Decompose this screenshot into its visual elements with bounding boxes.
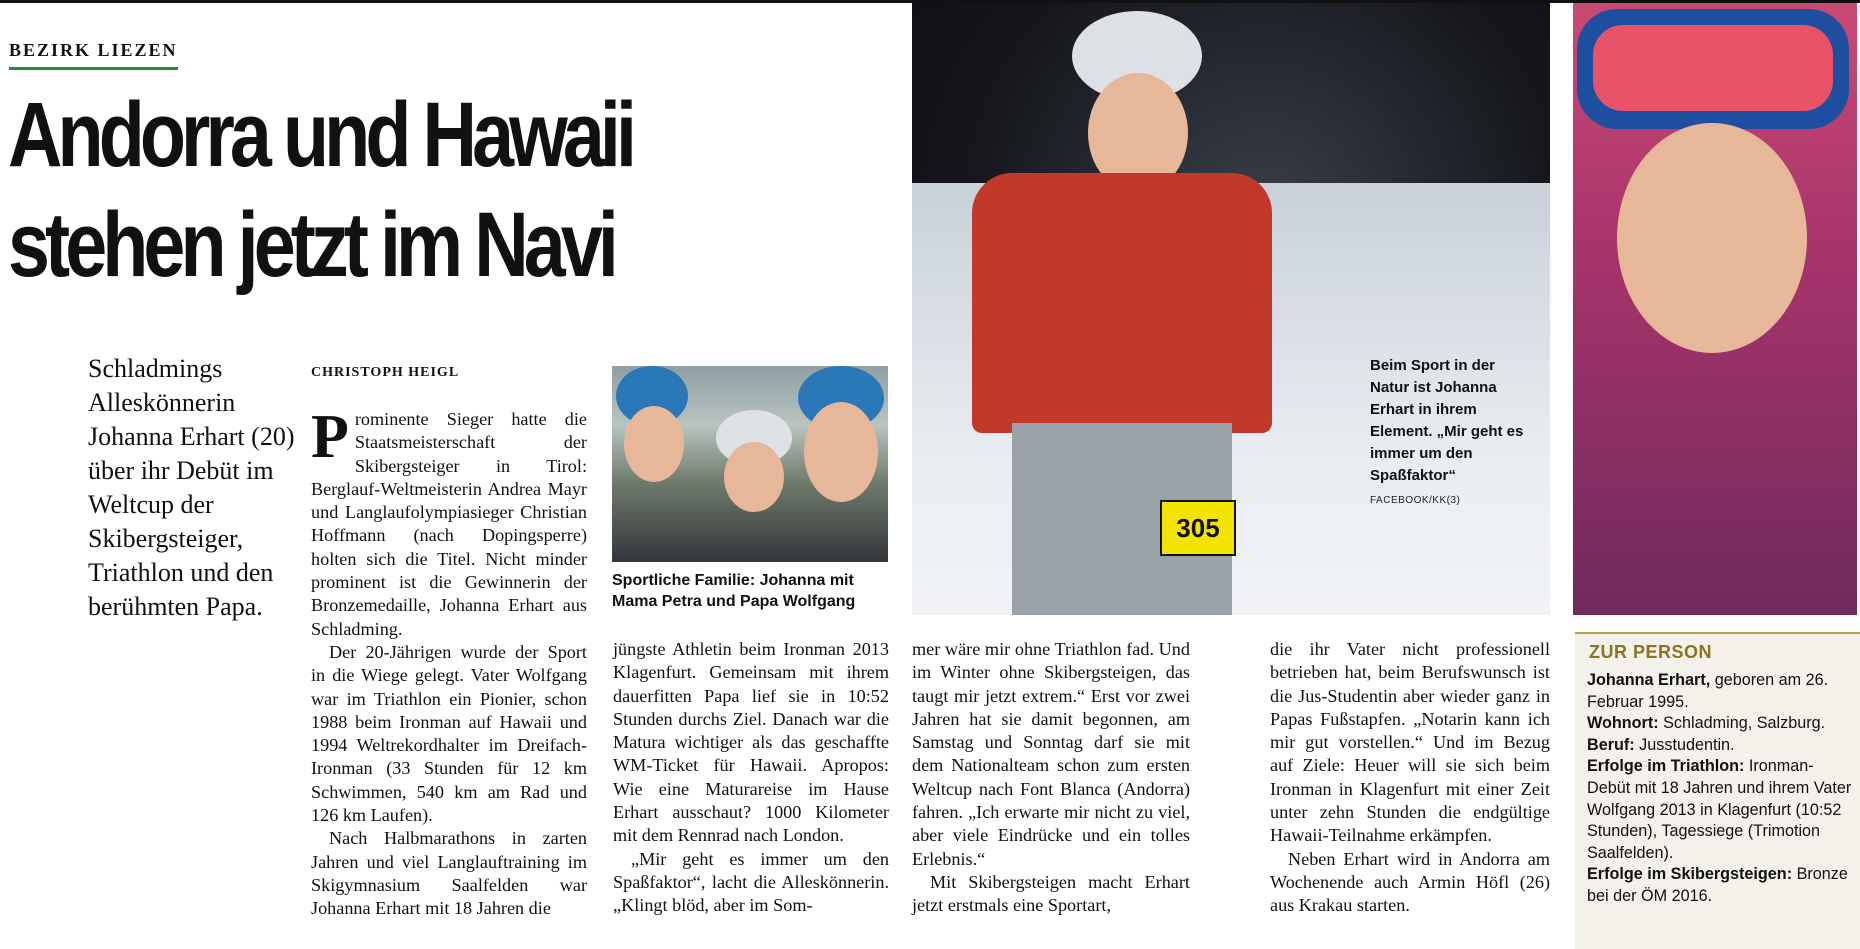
goggles-lens [1593,25,1833,111]
name-value: geboren am 26. Februar 1995. [1587,671,1829,711]
beruf-value: Jusstudentin. [1639,735,1735,754]
wohnort-label: Wohnort: [1587,714,1659,733]
body-paragraph-9: Neben Erhart wird in Andorra am Wochenende auch Armin Höfl (26) aus Krakau starten. [1270,848,1550,916]
portrait-face [1617,123,1807,353]
triathlon-label: Erfolge im Triathlon: [1587,757,1745,776]
body-paragraph-2: Der 20-Jährigen wurde der Sport in die Wiege gelegt. Vater Wolfgang war im Triathlon ein Pionier, schon 1988 beim Ironman auf Hawaii und 1994 Weltrekordhalter im Dreifach-Ironman (33 Stunden für 12 km Schwimmen, 540 km am Rad und 126 km Laufen). [311,641,587,826]
photo-credit: FACEBOOK/KK(3) [1370,495,1461,506]
dropcap: P [311,403,349,471]
daughter-face [724,442,784,512]
family-photo-caption: Sportliche Familie: Johanna mit Mama Petra und Papa Wolfgang [612,572,856,610]
beruf-label: Beruf: [1587,735,1635,754]
info-box-title: ZUR PERSON [1589,642,1713,662]
body-paragraph-8: die ihr Vater nicht professionell betrieben hat, beim Berufswunsch ist die Jus-Studentin aber wieder ganz in Papas Fußstapfen. „Notarin kann ich mir gut vorstellen.“ Und im Bezug auf Ziele: Heuer will sie sich beim Ironman in Klagenfurt mit einer Zeit unter zehn Stunden die endgültige Hawaii-Teilnahme erkämpfen. [1270,639,1550,846]
section-kicker: BEZIRK LIEZEN [9,40,178,70]
ski-label: Erfolge im Skibergsteigen: [1587,865,1793,884]
lead-paragraph: Schladmings Alleskönnerin Johanna Erhart (20) über ihr Debüt im Weltcup der Skibergsteiger, Triathlon und den berühmten Papa. [88,354,295,621]
body-paragraph-4: jüngste Athletin beim Ironman 2013 Klagenfurt. Gemeinsam mit ihrem dauerfitten Papa lief sie in 10:52 Stunden durchs Ziel. Danach war die Matura wichtiger als das geschaffte WM-Ticket für Hawaii. Apropos: Wie eine Maturareise im Hause Erhart ausschaut? 1000 Kilometer mit dem Rennrad nach London. [613,639,889,846]
article-column-3 [912,638,1190,918]
headline-line-2: stehen jetzt im Navi [8,194,614,296]
triathlon-value: Ironman-Debüt mit 18 Jahren und ihrem Vater Wolfgang 2013 in Klagenfurt (10:52 Stunden), Tagessiege (Trimotion Saalfelden). [1587,757,1852,862]
article-column-1 [311,403,587,921]
race-bib: 305 [1160,500,1236,556]
headline [8,80,746,300]
body-paragraph-3: Nach Halbmarathons in zarten Jahren und viel Langlauftraining im Skigymnasium Saalfelden war Johanna Erhart mit 18 Jahren die [311,828,587,919]
article-column-4 [1270,638,1550,918]
info-box-body [1587,670,1855,908]
athlete-jacket [972,173,1272,433]
byline: CHRISTOPH HEIGL [311,365,460,380]
ski-value: Bronze bei der ÖM 2016. [1587,865,1848,905]
mother-face [624,406,684,482]
headline-line-1: Andorra und Hawaii [8,84,632,186]
main-photo-caption: Beim Sport in der Natur ist Johanna Erhart in ihrem Element. „Mir geht es immer um den Spaßfaktor“ [1370,357,1524,484]
family-photo [612,366,888,562]
portrait-photo [1573,3,1857,615]
body-paragraph-7: Mit Skibergsteigen macht Erhart jetzt erstmals eine Sportart, [912,871,1190,916]
info-box-zur-person [1575,632,1860,949]
name-label: Johanna Erhart, [1587,671,1711,689]
wohnort-value: Schladming, Salzburg. [1663,714,1826,733]
body-paragraph-6: mer wäre mir ohne Triathlon fad. Und im Winter ohne Skibergsteigen, das taugt mir jetzt extrem.“ Erst vor zwei Jahren hat sie damit begonnen, am Samstag und Sonntag darf sie mit dem Nationalteam schon zum ersten Weltcup nach Font Blanca (Andorra) fahren. „Ich erwarte mir nicht zu viel, aber viele Eindrücke und ein tolles Erlebnis.“ [912,639,1190,869]
body-paragraph-5: „Mir geht es immer um den Spaßfaktor“, lacht die Alleskönnerin. „Klingt blöd, aber im Som- [613,848,889,916]
article-column-2 [613,638,889,918]
body-paragraph-1: rominente Sieger hatte die Staatsmeisterschaft der Skibergsteiger in Tirol: Berglauf-Weltmeisterin Andrea Mayr und Langlaufolympiasieger Christian Hoffmann (nach Dopingsperre) holten sich die Titel. Nicht minder prominent ist die Gewinnerin der Bronzemedaille, Johanna Erhart aus Schladming. [311,409,587,639]
father-face [804,402,878,502]
